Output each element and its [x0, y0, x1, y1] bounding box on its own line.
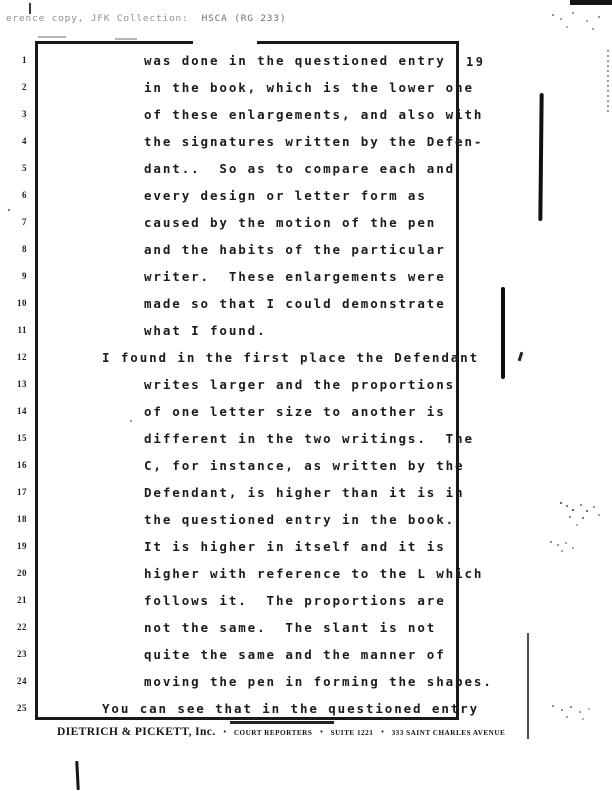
- scan-artifact-edge: [607, 50, 609, 112]
- line-number: 15: [17, 433, 27, 443]
- transcript-line: [0, 404, 612, 426]
- transcript-line: [0, 377, 612, 399]
- transcript-line: [0, 80, 612, 102]
- scan-artifact-pen-stroke: [75, 761, 80, 790]
- line-text: You can see that in the questioned entry: [102, 701, 480, 716]
- line-text: writes larger and the proportions: [144, 377, 456, 392]
- scan-artifact-speck: [130, 420, 132, 422]
- line-text: the questioned entry in the book.: [144, 512, 456, 527]
- transcript-line: [0, 512, 612, 534]
- line-text: of these enlargements, and also with: [144, 107, 484, 122]
- footer-bullet: •: [222, 728, 227, 736]
- archive-stamp: [6, 13, 286, 23]
- transcript-line: [0, 431, 612, 453]
- archive-stamp-left: erence copy, JFK Collection:: [6, 13, 189, 24]
- line-text: writer. These enlargements were: [144, 269, 446, 284]
- transcript-line: [0, 701, 612, 723]
- line-number: 6: [22, 190, 27, 200]
- transcript-line: [0, 566, 612, 588]
- line-text: and the habits of the particular: [144, 242, 446, 257]
- transcript-line: [0, 323, 612, 345]
- line-text: higher with reference to the L which: [144, 566, 484, 581]
- transcript-line: [0, 620, 612, 642]
- line-number: 24: [17, 676, 27, 686]
- line-number: 9: [22, 271, 27, 281]
- line-number: 20: [17, 568, 27, 578]
- transcript-line: [0, 269, 612, 291]
- line-number: 23: [17, 649, 27, 659]
- transcript-line: [0, 539, 612, 561]
- line-number: 5: [22, 163, 27, 173]
- line-number: 2: [22, 82, 27, 92]
- line-text: was done in the questioned entry: [144, 53, 446, 68]
- footer-firm-name: DIETRICH & PICKETT, Inc.: [57, 726, 216, 738]
- line-text: what I found.: [144, 323, 267, 338]
- scan-artifact-specks: [550, 541, 552, 543]
- line-number: 12: [17, 352, 27, 362]
- line-number: 8: [22, 244, 27, 254]
- transcript-line: [0, 188, 612, 210]
- transcript-line: [0, 161, 612, 183]
- line-number: 18: [17, 514, 27, 524]
- line-text: quite the same and the manner of: [144, 647, 446, 662]
- transcript-line: [0, 107, 612, 129]
- archive-stamp-right: HSCA (RG 233): [201, 13, 287, 24]
- line-text: follows it. The proportions are: [144, 593, 446, 608]
- footer-bullet: •: [319, 728, 324, 736]
- line-number: 7: [22, 217, 27, 227]
- line-number: 17: [17, 487, 27, 497]
- scan-artifact-specks: [552, 705, 554, 707]
- scan-artifact-specks: [552, 14, 554, 16]
- line-text: of one letter size to another is: [144, 404, 446, 419]
- line-number: 21: [17, 595, 27, 605]
- line-text: the signatures written by the Defen-: [144, 134, 484, 149]
- transcript-line: [0, 215, 612, 237]
- scan-artifact-line: [501, 287, 505, 379]
- line-number: 19: [17, 541, 27, 551]
- transcript-line: [0, 134, 612, 156]
- transcript-line: [0, 593, 612, 615]
- stamp-smudge: [38, 36, 66, 38]
- line-number: 22: [17, 622, 27, 632]
- line-number: 16: [17, 460, 27, 470]
- footer-item: SUITE 1221: [330, 729, 374, 737]
- line-text: every design or letter form as: [144, 188, 427, 203]
- line-text: different in the two writings. The: [144, 431, 474, 446]
- transcript-line: [0, 296, 612, 318]
- line-number: 11: [17, 325, 27, 335]
- line-number: 13: [17, 379, 27, 389]
- transcript-line: [0, 458, 612, 480]
- line-text: caused by the motion of the pen: [144, 215, 437, 230]
- scan-artifact-specks: [560, 502, 562, 504]
- scan-artifact-speck: [8, 209, 10, 211]
- line-number: 3: [22, 109, 27, 119]
- stamp-smudge: [115, 38, 137, 40]
- scan-artifact-line: [527, 633, 529, 739]
- line-text: C, for instance, as written by the: [144, 458, 465, 473]
- transcript-line: [0, 485, 612, 507]
- transcript-line: [0, 53, 612, 75]
- footer-item: 333 SAINT CHARLES AVENUE: [391, 729, 506, 737]
- transcript-line: [0, 242, 612, 264]
- transcript-line: [0, 647, 612, 669]
- line-text: moving the pen in forming the shapes.: [144, 674, 493, 689]
- line-number: 1: [22, 55, 27, 65]
- line-number: 10: [17, 298, 27, 308]
- line-text: It is higher in itself and it is: [144, 539, 446, 554]
- footer-item: COURT REPORTERS: [233, 729, 313, 737]
- line-text: dant.. So as to compare each and: [144, 161, 456, 176]
- line-text: made so that I could demonstrate: [144, 296, 446, 311]
- footer-bullet: •: [380, 728, 385, 736]
- page-number: 19: [466, 55, 486, 69]
- scan-artifact-corner-bar: [570, 0, 612, 5]
- box-border-top: [257, 41, 459, 44]
- reporter-footer: [57, 726, 506, 738]
- line-number: 14: [17, 406, 27, 416]
- line-text: in the book, which is the lower one: [144, 80, 474, 95]
- line-text: not the same. The slant is not: [144, 620, 437, 635]
- transcript-line: [0, 674, 612, 696]
- line-number: 25: [17, 703, 27, 713]
- line-number: 4: [22, 136, 27, 146]
- line-text: I found in the first place the Defendant: [102, 350, 480, 365]
- box-border-top: [35, 41, 193, 44]
- line-text: Defendant, is higher than it is in: [144, 485, 465, 500]
